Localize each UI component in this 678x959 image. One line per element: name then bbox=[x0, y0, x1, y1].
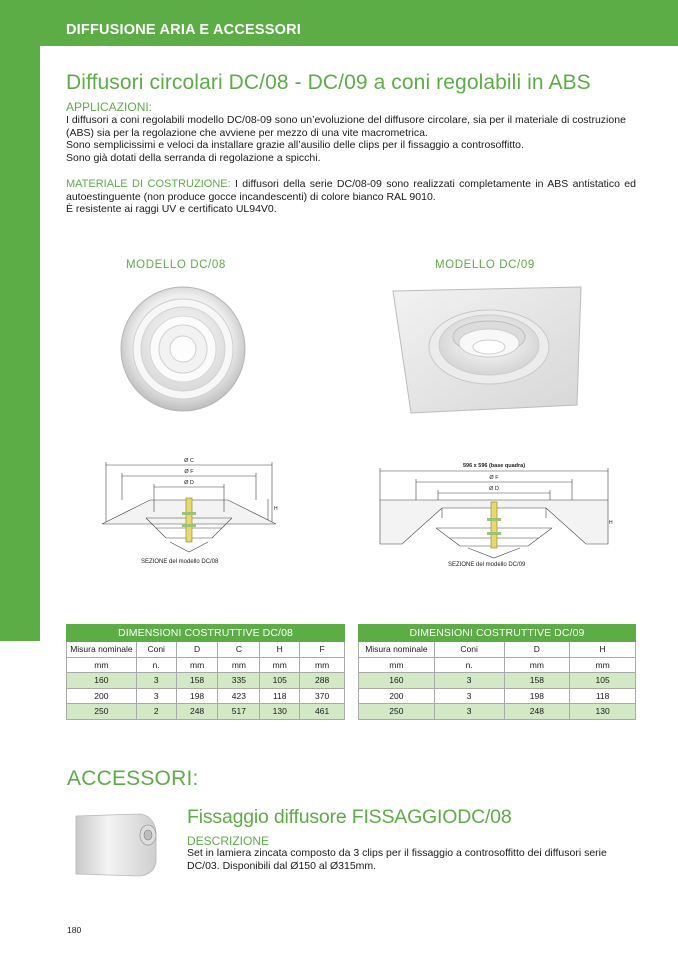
table-cell: 198 bbox=[176, 688, 218, 704]
dc08-section-drawing bbox=[96, 452, 282, 572]
dc08-product-image bbox=[118, 284, 248, 414]
table-row bbox=[359, 704, 636, 720]
table-cell: 105 bbox=[260, 673, 300, 689]
dc09-dim-f: Ø F bbox=[489, 475, 499, 481]
dc09-table-title: DIMENSIONI COSTRUTTIVE DC/09 bbox=[359, 625, 636, 642]
table-cell: 3 bbox=[434, 673, 504, 689]
dc09-dim-d: Ø D bbox=[489, 486, 499, 492]
dc09-section-caption: SEZIONE del modello DC/09 bbox=[448, 562, 526, 568]
table-cell: 160 bbox=[67, 673, 137, 689]
table-cell: 130 bbox=[570, 704, 636, 720]
materiale-line2: È resistente ai raggi UV e certificato UL94V0. bbox=[66, 203, 277, 215]
accessori-heading: ACCESSORI: bbox=[67, 767, 199, 790]
table-cell: 250 bbox=[359, 704, 435, 720]
table-header-cell: Coni bbox=[434, 642, 504, 658]
table-cell: 248 bbox=[176, 704, 218, 720]
materiale-section bbox=[66, 178, 636, 216]
table-cell: 461 bbox=[300, 704, 345, 720]
table-cell: 3 bbox=[136, 688, 176, 704]
materiale-label: MATERIALE DI COSTRUZIONE: bbox=[66, 178, 231, 190]
table-cell: 517 bbox=[218, 704, 260, 720]
page-title: Diffusori circolari DC/08 - DC/09 a coni regolabili in ABS bbox=[66, 71, 591, 94]
dc09-dim-h: H bbox=[609, 520, 613, 526]
table-cell: 423 bbox=[218, 688, 260, 704]
table-header-row bbox=[359, 642, 636, 658]
table-units-row bbox=[359, 657, 636, 673]
dc08-dim-f: Ø F bbox=[184, 469, 194, 475]
table-cell: 118 bbox=[260, 688, 300, 704]
applicazioni-line: Sono già dotati della serranda di regolazione a spicchi. bbox=[66, 151, 321, 164]
table-row bbox=[67, 673, 345, 689]
table-header-cell: F bbox=[300, 642, 345, 658]
table-header-row bbox=[67, 642, 345, 658]
dc08-section-caption: SEZIONE del modello DC/08 bbox=[141, 559, 219, 565]
table-cell: 198 bbox=[504, 688, 570, 704]
table-cell: 158 bbox=[504, 673, 570, 689]
model-label-dc08: MODELLO DC/08 bbox=[126, 259, 226, 271]
table-unit-cell: mm bbox=[176, 657, 218, 673]
dc09-dimensions-table bbox=[358, 624, 636, 720]
table-unit-cell: mm bbox=[300, 657, 345, 673]
table-cell: 200 bbox=[67, 688, 137, 704]
table-row bbox=[67, 688, 345, 704]
applicazioni-label: APPLICAZIONI: bbox=[66, 100, 153, 114]
table-cell: 200 bbox=[359, 688, 435, 704]
fissaggio-description bbox=[187, 847, 634, 872]
table-cell: 105 bbox=[570, 673, 636, 689]
table-header-cell: D bbox=[504, 642, 570, 658]
table-unit-cell: mm bbox=[67, 657, 137, 673]
dc09-product-image bbox=[389, 285, 585, 417]
table-cell: 3 bbox=[136, 673, 176, 689]
left-green-rail bbox=[0, 46, 40, 641]
table-row bbox=[67, 704, 345, 720]
table-cell: 335 bbox=[218, 673, 260, 689]
table-cell: 130 bbox=[260, 704, 300, 720]
model-label-dc09: MODELLO DC/09 bbox=[435, 259, 535, 271]
dc09-base-size: 596 x 596 (base quadra) bbox=[462, 463, 526, 469]
page-number: 180 bbox=[67, 925, 82, 935]
table-header-cell: H bbox=[260, 642, 300, 658]
applicazioni-section bbox=[66, 100, 636, 164]
table-cell: 158 bbox=[176, 673, 218, 689]
table-cell: 160 bbox=[359, 673, 435, 689]
dc09-section-drawing bbox=[376, 458, 616, 574]
table-unit-cell: mm bbox=[218, 657, 260, 673]
table-cell: 3 bbox=[434, 688, 504, 704]
table-header-cell: Coni bbox=[136, 642, 176, 658]
dc08-dim-h: H bbox=[274, 506, 278, 512]
table-cell: 118 bbox=[570, 688, 636, 704]
table-unit-cell: mm bbox=[504, 657, 570, 673]
dc08-dim-c: Ø C bbox=[184, 458, 194, 464]
applicazioni-line: I diffusori a coni regolabili modello DC/08-09 sono un’evoluzione del diffusore circolare, sia per il materiale di costruzione bbox=[66, 114, 626, 126]
table-cell: 248 bbox=[504, 704, 570, 720]
section-title: DIFFUSIONE ARIA E ACCESSORI bbox=[66, 22, 301, 38]
table-unit-cell: mm bbox=[359, 657, 435, 673]
dc08-dim-d: Ø D bbox=[184, 480, 194, 486]
table-unit-cell: mm bbox=[570, 657, 636, 673]
table-cell: 370 bbox=[300, 688, 345, 704]
rail-corner bbox=[0, 630, 40, 644]
table-units-row bbox=[67, 657, 345, 673]
dc08-table-title: DIMENSIONI COSTRUTTIVE DC/08 bbox=[67, 625, 345, 642]
table-header-cell: Misura nominale bbox=[67, 642, 137, 658]
materiale-text: I diffusori della serie DC/08-09 sono realizzati completamente in ABS antistatico ed autoestinguente (non produce gocce incandescenti) di colore bianco RAL 9010. bbox=[66, 178, 636, 203]
applicazioni-line: (ABS) sia per la regolazione che avviene per mezzo di una vite macrometrica. bbox=[66, 126, 428, 139]
fissaggio-title: Fissaggio diffusore FISSAGGIODC/08 bbox=[187, 806, 512, 828]
table-unit-cell: mm bbox=[260, 657, 300, 673]
table-header-cell: Misura nominale bbox=[359, 642, 435, 658]
fissaggio-desc-line: DC/03. Disponibili dal Ø150 al Ø315mm. bbox=[187, 859, 377, 872]
table-cell: 250 bbox=[67, 704, 137, 720]
dc08-dimensions-table bbox=[66, 624, 345, 720]
applicazioni-line: Sono semplicissimi e veloci da installare grazie all’ausilio delle clips per il fissaggio a controsoffitto. bbox=[66, 139, 524, 151]
table-unit-cell: n. bbox=[136, 657, 176, 673]
table-cell: 3 bbox=[434, 704, 504, 720]
table-header-cell: H bbox=[570, 642, 636, 658]
table-row bbox=[359, 673, 636, 689]
table-header-cell: C bbox=[218, 642, 260, 658]
descrizione-label: DESCRIZIONE bbox=[187, 834, 270, 848]
table-unit-cell: n. bbox=[434, 657, 504, 673]
table-cell: 288 bbox=[300, 673, 345, 689]
fissaggio-desc-line: Set in lamiera zincata composto da 3 clips per il fissaggio a controsoffitto dei diffusori serie bbox=[187, 847, 607, 859]
table-header-cell: D bbox=[176, 642, 218, 658]
table-cell: 2 bbox=[136, 704, 176, 720]
table-row bbox=[359, 688, 636, 704]
fissaggio-product-image bbox=[74, 810, 166, 878]
